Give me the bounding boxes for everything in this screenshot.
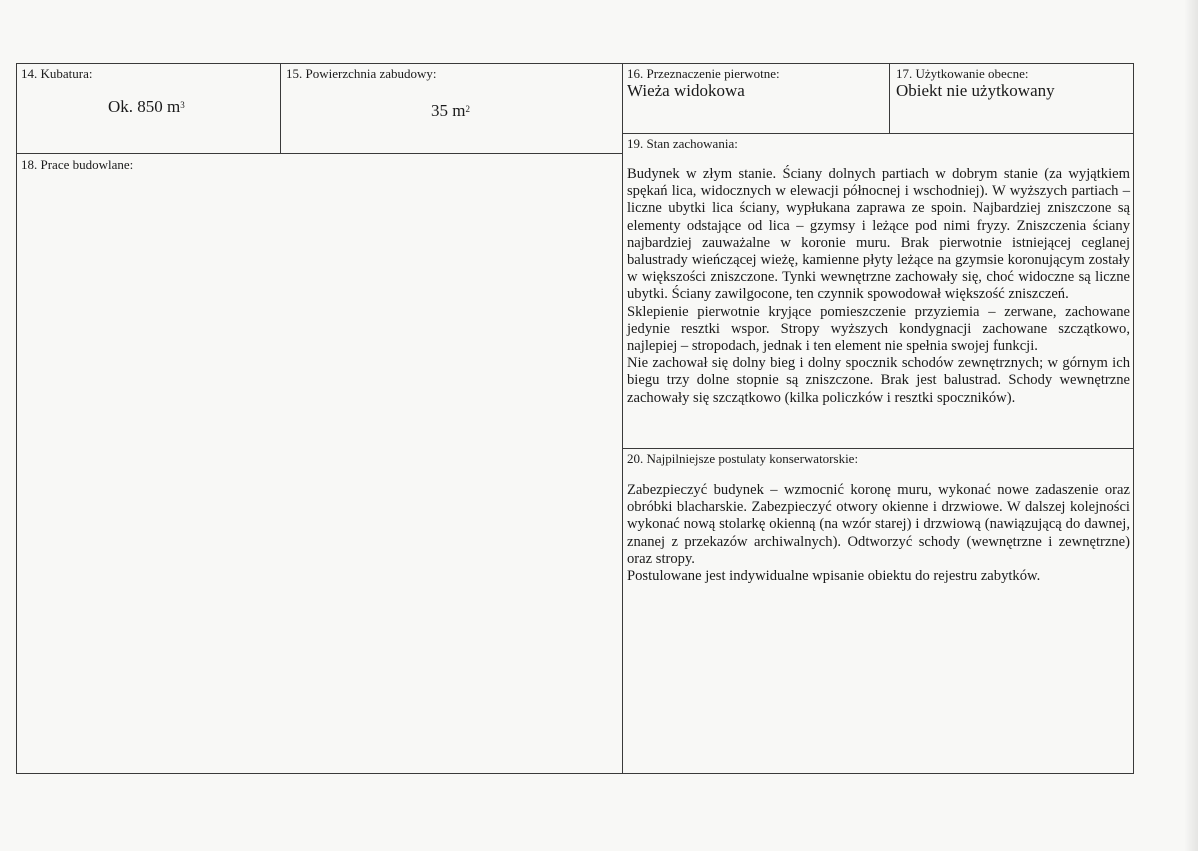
- kubatura-value: Ok. 850 $m^3$: [108, 97, 185, 116]
- table-border-left: [16, 63, 17, 774]
- stan-paragraph: Budynek w złym stanie. Ściany dolnych partiach w dobrym stanie (za wyjątkiem spękań lica, widocznych w elewacji północnej i wschodniej). W wyższych partiach – liczne ubytki lica ściany, wypłukana zaprawa ze spoin. Najbardziej zniszczone są elementy odstające od lica – gzymsy i leżące pod nimi fryzy. Zniszczenia ściany najbardziej zauważalne w koronie muru. Brak pierwotnie istniejącej ceglanej balustrady wieńczącej wieżę, kamienne płyty leżące na gzymsie koronującym zostały w większości zniszczone. Tynki wewnętrzne zachowały się, choć widoczne są liczne ubytki. Ściany zawilgocone, ten czynnik spowodował większość zniszczeń.: [627, 166, 1130, 303]
- divider-15-16: [622, 63, 623, 774]
- przeznaczenie-value: Wieża widokowa: [627, 81, 745, 100]
- divider-row-19: [622, 133, 1134, 134]
- uzytkowanie-value: Obiekt nie użytkowany: [896, 81, 1055, 100]
- stan-paragraph: Nie zachował się dolny bieg i dolny spocznik schodów zewnętrznych; w górnym ich biegu trzy dolne stopnie są zniszczone. Brak jest balustrad. Schody wewnętrzne zachowały się szczątkowo (kilka policzków i resztki spoczników).: [627, 355, 1130, 406]
- postulaty-paragraph: Postulowane jest indywidualne wpisanie obiektu do rejestru zabytków.: [627, 568, 1041, 585]
- table-border-bottom: [16, 773, 1134, 774]
- powierzchnia-label: 15. Powierzchnia zabudowy:: [286, 66, 437, 81]
- postulaty-label: 20. Najpilniejsze postulaty konserwatorskie:: [627, 451, 859, 466]
- powierzchnia-value: 35 $m^2$: [431, 101, 470, 120]
- divider-row-20: [622, 448, 1134, 449]
- uzytkowanie-label: 17. Użytkowanie obecne:: [896, 66, 1029, 81]
- stan-paragraph: Sklepienie pierwotnie kryjące pomieszczenie przyziemia – zerwane, zachowane jedynie resztki wspor. Stropy wyższych kondygnacji zachowane szczątkowo, najlepiej – stropodach, jednak i ten element nie spełnia swojej funkcji.: [627, 303, 1130, 355]
- prace-label: 18. Prace budowlane:: [21, 157, 134, 172]
- przeznaczenie-label: 16. Przeznaczenie pierwotne:: [627, 66, 780, 81]
- stan-text: [627, 166, 1130, 407]
- scan-edge-shadow: [1184, 0, 1198, 851]
- divider-16-17: [889, 63, 890, 133]
- kubatura-label: 14. Kubatura:: [21, 66, 93, 81]
- stan-label: 19. Stan zachowania:: [627, 136, 738, 151]
- postulaty-text: [627, 482, 1130, 585]
- divider-row-18: [16, 153, 623, 154]
- table-border-right: [1133, 63, 1134, 774]
- table-border-top: [16, 63, 1134, 64]
- postulaty-paragraph: Zabezpieczyć budynek – wzmocnić koronę muru, wykonać nowe zadaszenie oraz obróbki blacharskie. Zabezpieczyć otwory okienne i drzwiowe. W dalszej kolejności wykonać nową stolarkę okienną (na wzór starej) i drzwiową (nawiązującą do dawnej, znanej z przekazów archiwalnych). Odtworzyć schody (wewnętrzne i zewnętrzne) oraz stropy.: [627, 482, 1130, 567]
- divider-14-15: [280, 63, 281, 154]
